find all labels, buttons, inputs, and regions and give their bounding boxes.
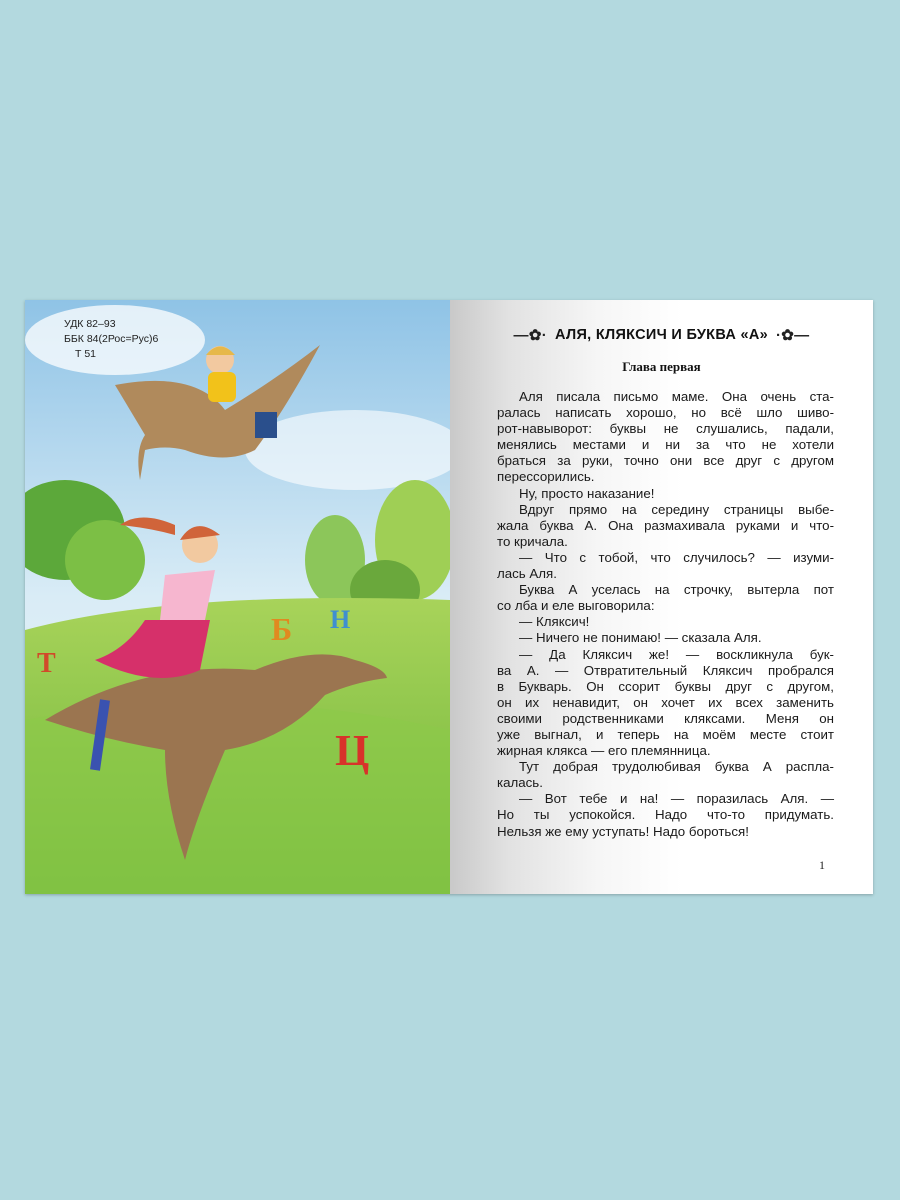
udk-code: УДК 82–93 [64, 318, 116, 330]
letter-ts: Ц [335, 726, 370, 775]
text-line: Нельзя же ему уступать! Надо бороться! [497, 823, 749, 839]
text-line: ралась написать хорошо, но всё шло шиво- [497, 405, 834, 421]
illustration [25, 300, 450, 894]
text-line: менялись местами и ни за что не хотели [497, 437, 834, 453]
text-line: браться за руки, точно они все друг с другом [497, 453, 834, 469]
letter-n: Н [330, 605, 351, 634]
text-line: Ну, просто наказание! [519, 485, 655, 501]
letter-t: Т [37, 648, 56, 679]
text-line: Буква А уселась на строчку, вытерла пот [519, 582, 834, 598]
story-title [450, 326, 873, 344]
text-line: — Что с тобой, что случилось? — изуми- [519, 549, 834, 565]
left-page [25, 300, 450, 894]
author-mark: Т 51 [75, 348, 97, 360]
text-line: Вдруг прямо на середину страницы выбе- [519, 501, 834, 517]
text-line: Аля писала письмо маме. Она очень ста- [519, 389, 834, 404]
story-title-text: АЛЯ, КЛЯКСИЧ И БУКВА «А» [555, 326, 768, 343]
letter-b: Б [271, 611, 293, 647]
ornament-right-icon: ·✿— [775, 327, 810, 344]
text-line: то кричала. [497, 533, 568, 549]
text-line: перессорились. [497, 469, 595, 485]
text-line: жала буква А. Она размахивала руками и что- [497, 517, 834, 533]
text-line: уже выгнал, и теперь на моём месте стоит [497, 726, 834, 742]
ornament-left-icon: —✿· [513, 327, 548, 344]
right-page [450, 300, 873, 894]
chapter-heading: Глава первая [622, 359, 701, 374]
text-line: своими родственниками кляксами. Меня он [497, 710, 834, 726]
bbk-code: ББК 84(2Рос=Рус)6 [64, 333, 159, 345]
text-line: рот-навыворот: буквы не слушались, падали, [497, 421, 834, 437]
text-line: — Вот тебе и на! — поразилась Аля. — [519, 791, 834, 807]
text-line: он их ненавидит, он хочет их всех заменить [497, 694, 834, 710]
text-line: — Ничего не понимаю! — сказала Аля. [519, 630, 762, 646]
book-spread [25, 300, 873, 894]
text-line: Тут добрая трудолюбивая буква А распла- [519, 759, 834, 775]
text-line: жирная клякса — его племянница. [497, 743, 711, 759]
text-line: лась Аля. [497, 566, 557, 582]
text-line: — Кляксич! [519, 614, 590, 630]
page-number: 1 [819, 858, 825, 872]
text-line: калась. [497, 775, 543, 791]
text-line: со лба и еле выговорила: [497, 598, 655, 614]
text-line: в Букварь. Он ссорит буквы друг с другом, [497, 678, 834, 694]
text-line: Но ты успокойся. Надо что-то придумать. [497, 807, 834, 823]
imprint-codes [64, 317, 158, 362]
text-line: ва А. — Отвратительный Кляксич пробрался [497, 662, 834, 678]
story-text [497, 389, 834, 840]
text-line: — Да Кляксич же! — воскликнула бук- [519, 646, 834, 662]
